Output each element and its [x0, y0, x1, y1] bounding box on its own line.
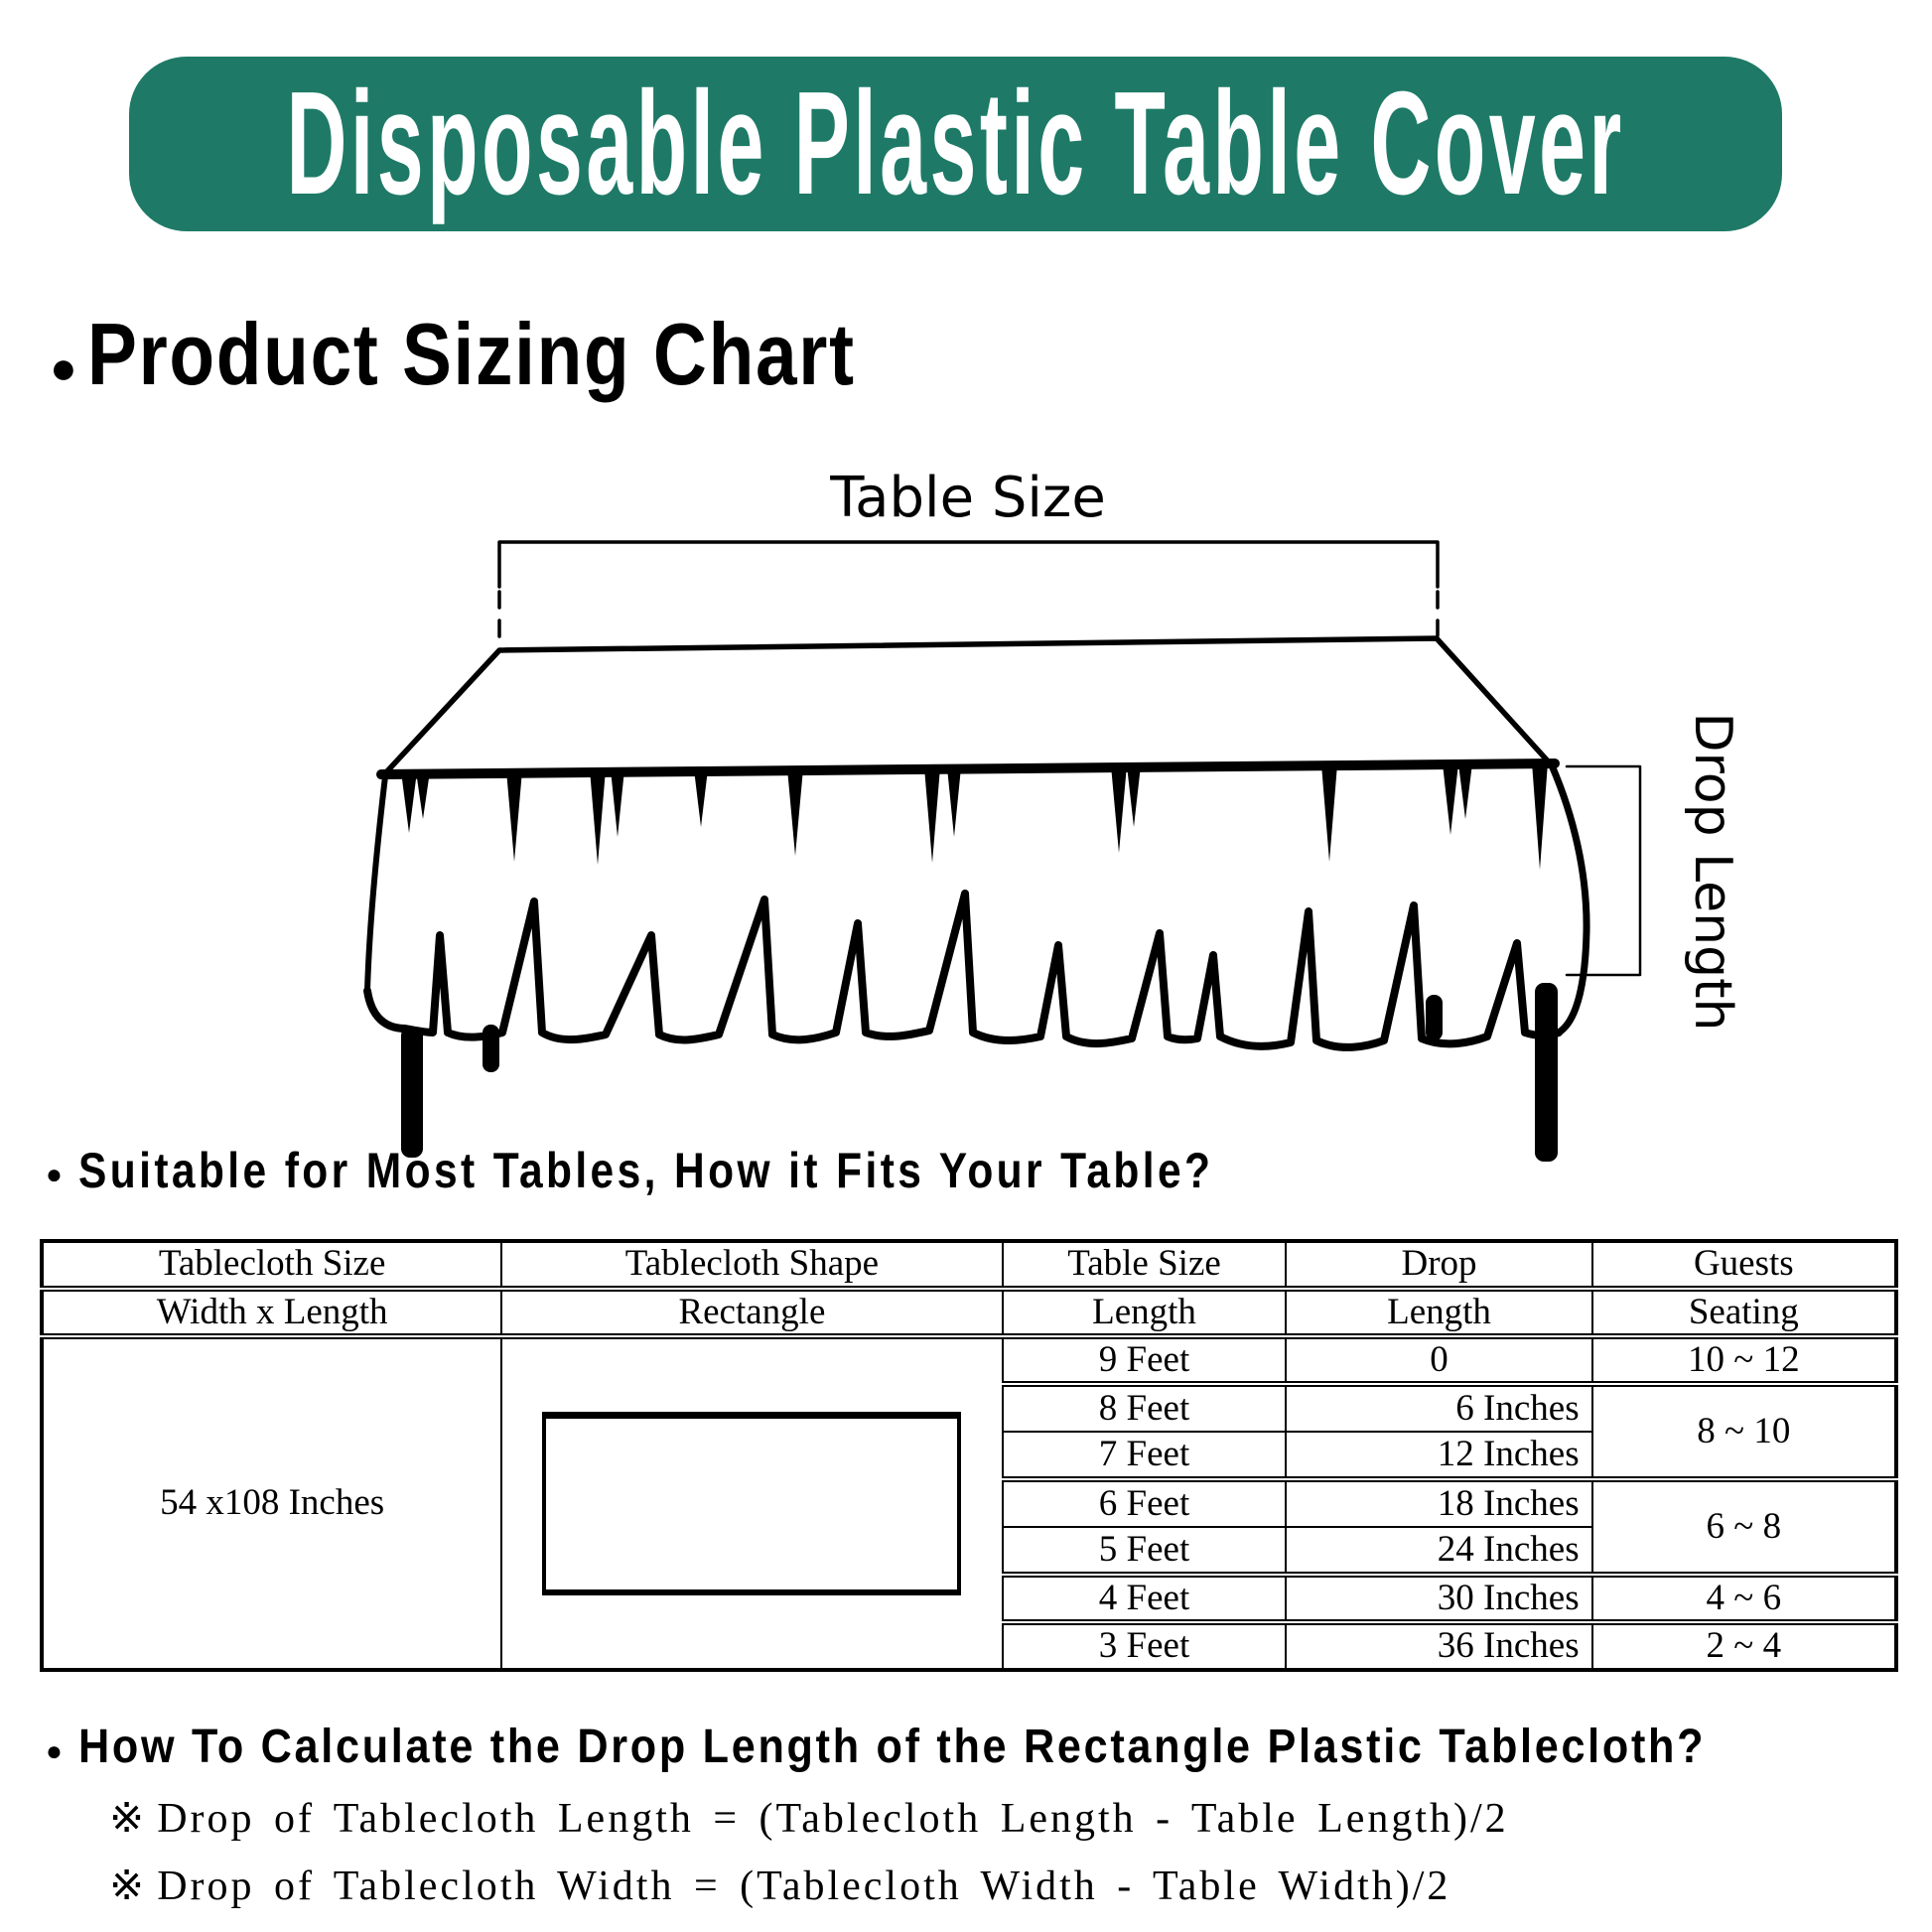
formula-width	[109, 1853, 1509, 1920]
heading-label: How To Calculate the Drop Length of the Rectangle Plastic Tablecloth?	[77, 1721, 1707, 1773]
sizing-table-container	[40, 1239, 1898, 1672]
header-tablecloth-shape: Tablecloth Shape	[501, 1241, 1002, 1289]
header-rectangle: Rectangle	[501, 1289, 1002, 1336]
header-drop-length: Length	[1286, 1289, 1591, 1336]
heading-how-to-calculate	[46, 1720, 1886, 1774]
rectangle-shape	[542, 1412, 961, 1595]
header-guests: Guests	[1592, 1241, 1896, 1289]
cloth-bottom-hem	[367, 894, 1559, 1047]
table-leg-stub-left	[483, 1025, 499, 1072]
formula-length	[109, 1785, 1509, 1853]
cell-guests: 10 ~ 12	[1592, 1336, 1896, 1384]
heading-label: Product Sizing Chart	[86, 305, 856, 403]
header-length: Length	[1003, 1289, 1287, 1336]
cell-table-length: 9 Feet	[1003, 1336, 1287, 1384]
reference-mark-icon: ※	[109, 1796, 148, 1842]
cell-drop: 30 Inches	[1286, 1575, 1591, 1622]
cell-table-length: 5 Feet	[1003, 1527, 1287, 1575]
cell-table-length: 4 Feet	[1003, 1575, 1287, 1622]
cell-tablecloth-size: 54 x108 Inches	[42, 1336, 501, 1670]
heading-label: Suitable for Most Tables, How it Fits Your Table?	[77, 1143, 1214, 1198]
table-legs	[401, 983, 1558, 1162]
cell-table-length: 6 Feet	[1003, 1479, 1287, 1527]
header-seating: Seating	[1592, 1289, 1896, 1336]
sizing-table	[40, 1239, 1898, 1672]
cell-drop: 36 Inches	[1286, 1622, 1591, 1670]
cell-table-length: 8 Feet	[1003, 1384, 1287, 1432]
cell-drop: 24 Inches	[1286, 1527, 1591, 1575]
table-leg-right	[1535, 983, 1558, 1162]
cell-guests: 8 ~ 10	[1592, 1384, 1896, 1479]
cell-tablecloth-shape	[501, 1336, 1002, 1670]
table-header-row-2	[42, 1289, 1896, 1336]
header-width-x-length: Width x Length	[42, 1289, 501, 1336]
formula-text: Drop of Tablecloth Width = (Tablecloth Width - Table Width)/2	[157, 1863, 1451, 1909]
bullet-icon: ●	[46, 1159, 63, 1189]
heading-product-sizing-chart	[50, 304, 991, 405]
drop-length-bracket	[1567, 766, 1640, 975]
cell-guests: 6 ~ 8	[1592, 1479, 1896, 1575]
cloth-front-edge	[381, 763, 1555, 774]
cell-drop: 6 Inches	[1286, 1384, 1591, 1432]
tabletop-outline	[385, 638, 1552, 773]
table-leg-stub-right	[1426, 995, 1443, 1040]
cell-table-length: 3 Feet	[1003, 1622, 1287, 1670]
cell-guests: 4 ~ 6	[1592, 1575, 1896, 1622]
header-tablecloth-size: Tablecloth Size	[42, 1241, 501, 1289]
drop-length-label: Drop Length	[1683, 712, 1742, 1032]
cell-drop: 18 Inches	[1286, 1479, 1591, 1527]
table-size-bracket	[499, 542, 1438, 587]
title-banner	[129, 57, 1782, 231]
drop-length-formulas	[109, 1785, 1509, 1920]
cell-drop: 0	[1286, 1336, 1591, 1384]
cloth-left-edge	[367, 776, 385, 991]
reference-mark-icon: ※	[109, 1863, 148, 1909]
table-row	[42, 1336, 1896, 1384]
cell-guests: 2 ~ 4	[1592, 1622, 1896, 1670]
cell-drop: 12 Inches	[1286, 1432, 1591, 1479]
formula-text: Drop of Tablecloth Length = (Tablecloth Length - Table Length)/2	[157, 1796, 1509, 1842]
heading-suitable-tables	[46, 1142, 1414, 1199]
header-drop: Drop	[1286, 1241, 1591, 1289]
table-size-label: Table Size	[830, 466, 1106, 530]
table-header-row-1	[42, 1241, 1896, 1289]
bullet-icon: ●	[46, 1734, 63, 1766]
bullet-icon: ●	[50, 342, 77, 393]
header-table-size: Table Size	[1003, 1241, 1287, 1289]
page-title: Disposable Plastic Table Cover	[286, 62, 1625, 225]
table-leg-left	[401, 1027, 423, 1158]
cloth-fold-spikes	[401, 762, 1548, 870]
cell-table-length: 7 Feet	[1003, 1432, 1287, 1479]
